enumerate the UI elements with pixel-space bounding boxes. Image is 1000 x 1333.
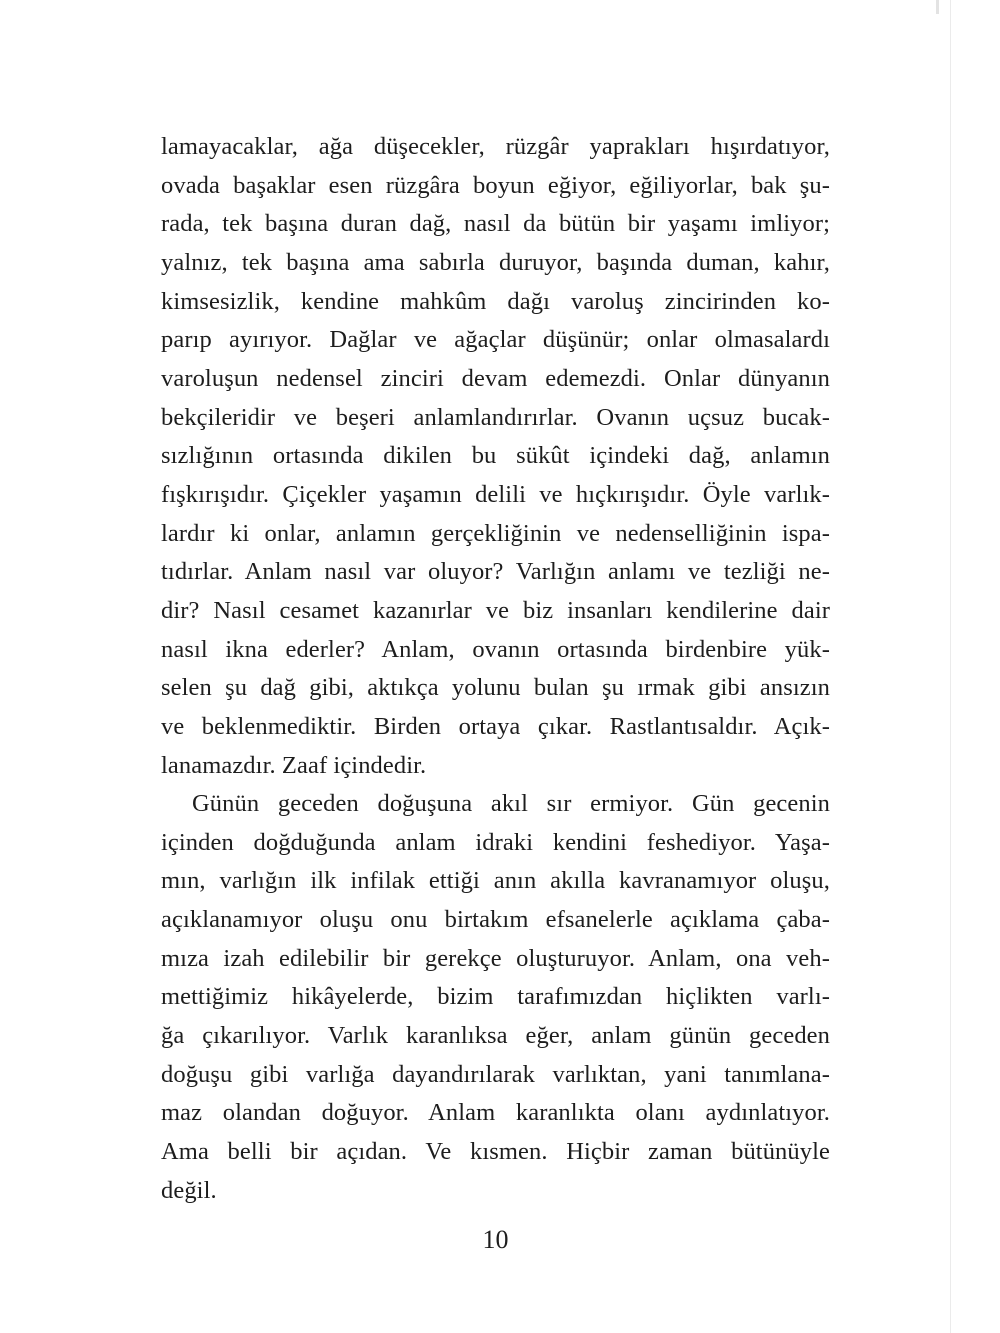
text-line: varoluşun nedensel zinciri devam edemezdi. Onlar dünyanın bbox=[161, 364, 830, 392]
text-line: parıp ayırıyor. Dağlar ve ağaçlar düşünür; onlar olmasalardı bbox=[161, 326, 830, 354]
text-line: ğa çıkarılıyor. Varlık karanlıksa eğer, anlam günün geceden bbox=[161, 1022, 830, 1050]
text-line: değil. bbox=[161, 1176, 217, 1204]
text-line: selen şu dağ gibi, aktıkça yolunu bulan şu ırmak gibi ansızın bbox=[161, 674, 830, 702]
text-line: tıdırlar. Anlam nasıl var oluyor? Varlığın anlamı ve tezliği ne- bbox=[161, 558, 830, 586]
text-line: içinden doğduğunda anlam idraki kendini feshediyor. Yaşa- bbox=[161, 828, 830, 856]
text-line: maz olandan doğuyor. Anlam karanlıkta olanı aydınlatıyor. bbox=[161, 1099, 830, 1127]
text-line: açıklanamıyor oluşu onu birtakım efsanelerle açıklama çaba- bbox=[161, 906, 830, 934]
text-line: dir? Nasıl cesamet kazanırlar ve biz insanları kendilerine dair bbox=[161, 596, 830, 624]
text-line: nasıl ikna ederler? Anlam, ovanın ortasında birdenbire yük- bbox=[161, 635, 830, 663]
text-line: kimsesizlik, kendine mahkûm dağı varoluş zincirinden ko- bbox=[161, 287, 830, 315]
text-line: lamayacaklar, ağa düşecekler, rüzgâr yaprakları hışırdatıyor, bbox=[161, 133, 830, 160]
text-line: fışkırışıdır. Çiçekler yaşamın delili ve hıçkırışıdır. Öyle varlık- bbox=[161, 480, 830, 508]
text-line: ve beklenmediktir. Birden ortaya çıkar. Rastlantısaldır. Açık- bbox=[161, 712, 830, 740]
page-number: 10 bbox=[482, 1225, 509, 1254]
text-line: mıza izah edilebilir bir gerekçe oluşturuyor. Anlam, ona veh- bbox=[161, 944, 830, 972]
text-line: Ama belli bir açıdan. Ve kısmen. Hiçbir zaman bütünüyle bbox=[161, 1138, 830, 1166]
text-line: lanamazdır. Zaaf içindedir. bbox=[161, 751, 427, 779]
text-line: yalnız, tek başına ama sabırla duruyor, başında duman, kahır, bbox=[161, 248, 830, 276]
scan-edge-line bbox=[950, 0, 951, 1333]
text-line: doğuşu gibi varlığa dayandırılarak varlıktan, yani tanımlana- bbox=[161, 1060, 830, 1088]
text-line: Günün geceden doğuşuna akıl sır ermiyor. Gün gecenin bbox=[192, 790, 830, 818]
text-line: mettiğimiz hikâyelerde, bizim tarafımızdan hiçlikten varlı- bbox=[161, 983, 830, 1011]
text-line: rada, tek başına duran dağ, nasıl da bütün bir yaşamı imliyor; bbox=[161, 210, 830, 238]
text-line: sızlığının ortasında dikilen bu sükût içindeki dağ, anlamın bbox=[161, 442, 830, 470]
scan-artifact-mark bbox=[936, 0, 939, 14]
text-line: ovada başaklar esen rüzgâra boyun eğiyor, eğiliyorlar, bak şu- bbox=[161, 171, 830, 199]
text-line: lardır ki onlar, anlamın gerçekliğinin ve nedenselliğinin ispa- bbox=[161, 519, 830, 547]
text-line: mın, varlığın ilk infilak ettiği anın akılla kavranamıyor oluşu, bbox=[161, 867, 830, 895]
text-line: bekçileridir ve beşeri anlamlandırırlar. Ovanın uçsuz bucak- bbox=[161, 403, 830, 431]
body-text bbox=[161, 128, 830, 1210]
